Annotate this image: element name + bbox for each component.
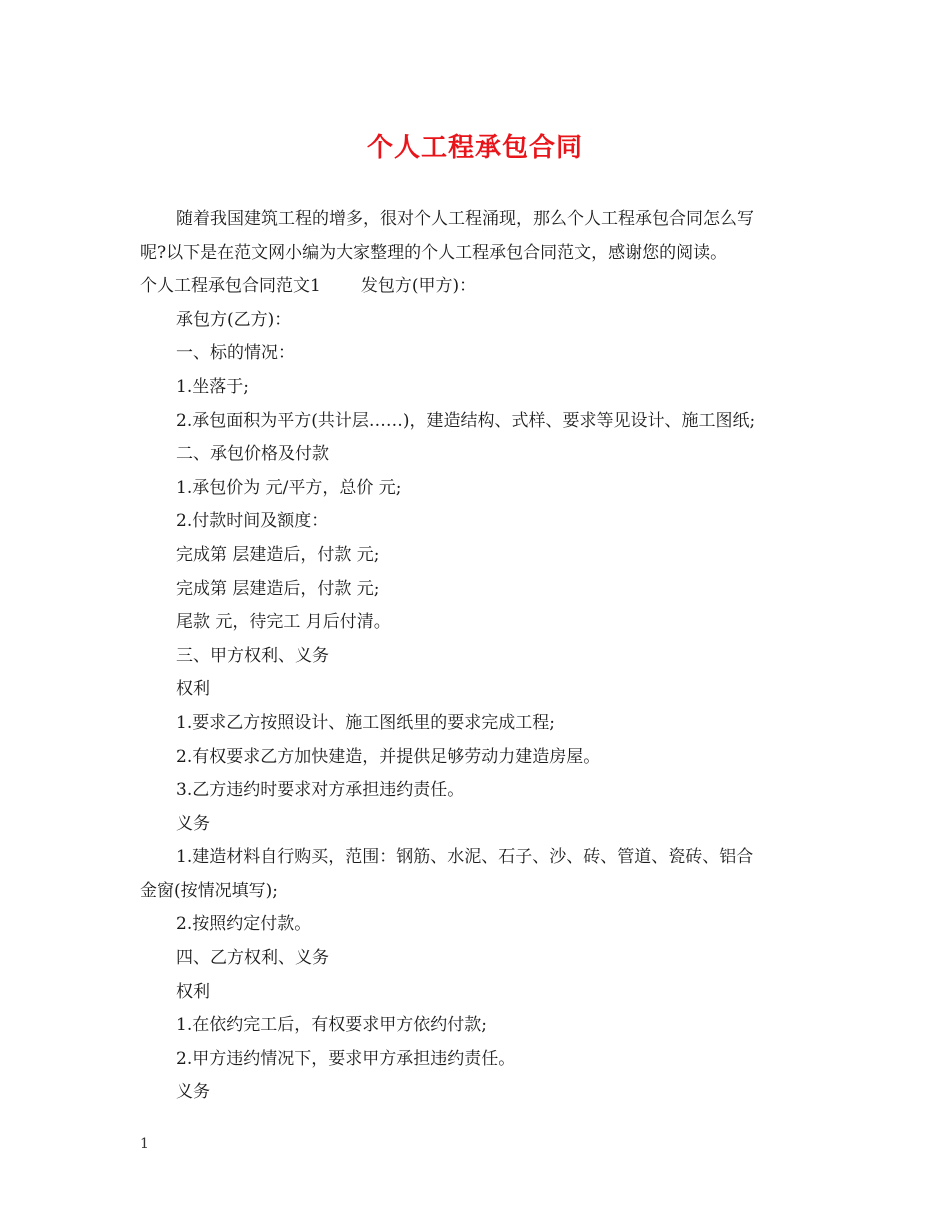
document-title: 个人工程承包合同 [366, 133, 583, 163]
section-1-title: 一、标的情况： [176, 343, 295, 364]
section-2-payment-1: 完成第 层建造后，付款 元; [176, 544, 380, 565]
section-3-duty-1-line-2: 金窗(按情况填写); [140, 880, 278, 901]
section-4-duties: 义务 [176, 1082, 210, 1103]
intro-line-1: 随着我国建筑工程的增多，很对个人工程涌现，那么个人工程承包合同怎么写 [176, 209, 754, 229]
section-3-duty-1-line-1: 1.建造材料自行购买，范围：钢筋、水泥、石子、沙、砖、管道、瓷砖、铝合 [176, 847, 754, 868]
section-4-title: 四、乙方权利、义务 [176, 948, 329, 969]
section-4-rights: 权利 [176, 981, 210, 1002]
section-3-right-1: 1.要求乙方按照设计、施工图纸里的要求完成工程; [176, 712, 555, 733]
section-2-payment-3: 尾款 元，待完工 月后付清。 [176, 612, 391, 633]
sample-heading: 个人工程承包合同范文1 [140, 276, 321, 297]
section-4-right-2: 2.甲方违约情况下，要求甲方承担违约责任。 [176, 1048, 516, 1069]
section-3-right-3: 3.乙方违约时要求对方承担违约责任。 [176, 780, 465, 801]
section-2-item-1: 1.承包价为 元/平方，总价 元; [176, 477, 402, 498]
section-3-duty-2: 2.按照约定付款。 [176, 914, 312, 935]
section-2-payment-2: 完成第 层建造后，付款 元; [176, 578, 380, 599]
section-1-item-2: 2.承包面积为平方(共计层……)，建造结构、式样、要求等见设计、施工图纸; [176, 410, 756, 431]
section-4-right-1: 1.在依约完工后，有权要求甲方依约付款; [176, 1015, 487, 1036]
sample-heading-line [140, 270, 812, 304]
party-b-label: 承包方(乙方)： [176, 309, 292, 330]
section-3-rights: 权利 [176, 679, 210, 700]
section-3-duties: 义务 [176, 813, 210, 834]
section-2-item-2: 2.付款时间及额度： [176, 511, 329, 532]
section-1-item-1: 1.坐落于; [176, 376, 249, 397]
party-a-label: 发包方(甲方)： [360, 276, 477, 297]
section-3-right-2: 2.有权要求乙方加快建造，并提供足够劳动力建造房屋。 [176, 746, 601, 767]
intro-line-2: 呢?以下是在范文网小编为大家整理的个人工程承包合同范文，感谢您的阅读。 [140, 242, 728, 263]
section-3-title: 三、甲方权利、义务 [176, 645, 329, 666]
document-body [140, 203, 812, 1110]
section-2-title: 二、承包价格及付款 [176, 444, 329, 465]
page-number: 1 [140, 1136, 149, 1152]
